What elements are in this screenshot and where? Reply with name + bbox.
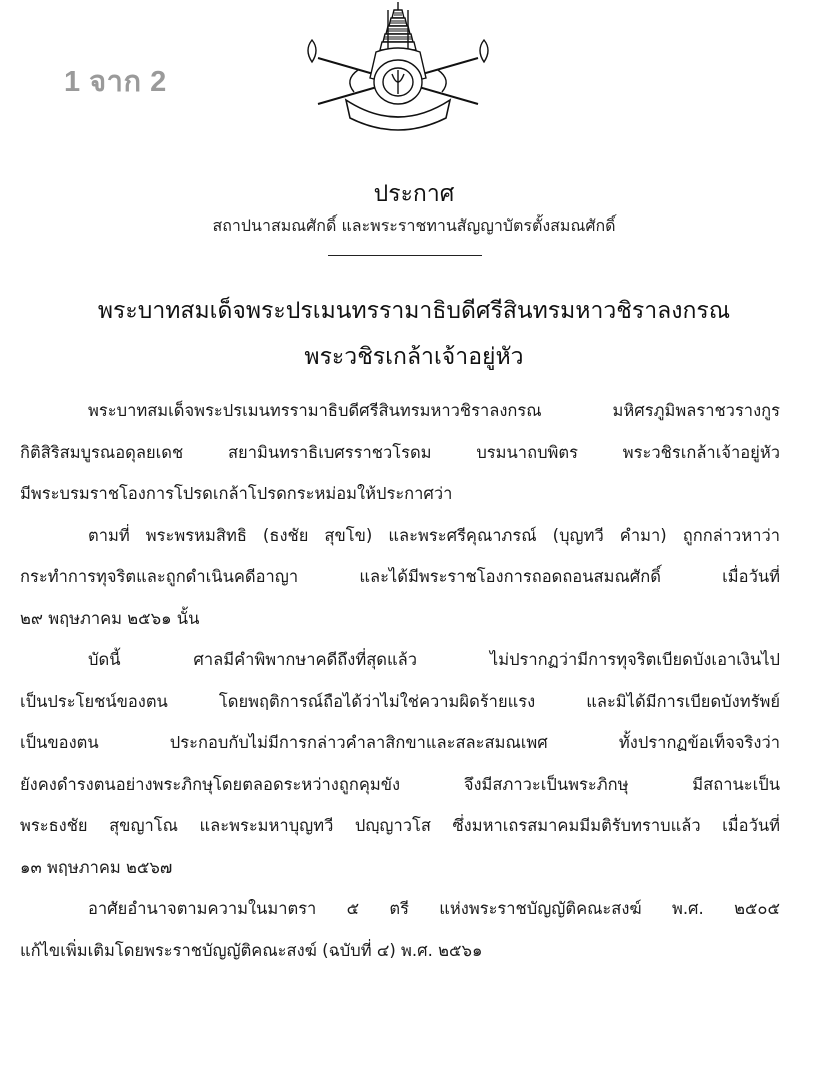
body-line: เป็นประโยชน์ของตน โดยพฤติการณ์ถือได้ว่าไม่ใช่ความผิดร้ายแรง และมิได้มีการเบียดบังทรัพย์ [20, 692, 780, 711]
body-line: กิติสิริสมบูรณอดุลยเดช สยามินทราธิเบศรราชวโรดม บรมนาถบพิตร พระวชิรเกล้าเจ้าอยู่หัว [20, 443, 780, 462]
body-line: พระบาทสมเด็จพระปรเมนทรรามาธิบดีศรีสินทรมหาวชิราลงกรณ มหิศรภูมิพลราชวรางกูร [88, 401, 780, 420]
document-subject: สถาปนาสมณศักดิ์ และพระราชทานสัญญาบัตรตั้งสมณศักดิ์ [212, 216, 616, 235]
body-line: กระทำการทุจริตและถูกดำเนินคดีอาญา และได้มีพระราชโองการถอดถอนสมณศักดิ์ เมื่อวันที่ [20, 567, 780, 586]
body-line: พระธงชัย สุขญาโณ และพระมหาบุญทวี ปญฺญาวโส ซึ่งมหาเถรสมาคมมีมติรับทราบแล้ว เมื่อวันที่ [20, 816, 780, 835]
body-line: ยังคงดำรงตนอย่างพระภิกษุโดยตลอดระหว่างถูกคุมขัง จึงมีสภาวะเป็นพระภิกษุ มีสถานะเป็น [20, 775, 780, 794]
body-line: ๑๓ พฤษภาคม ๒๕๖๗ [20, 858, 173, 877]
page-indicator: 1 จาก 2 [64, 66, 167, 98]
body-line: บัดนี้ ศาลมีคำพิพากษาคดีถึงที่สุดแล้ว ไม่ปรากฏว่ามีการทุจริตเบียดบังเอาเงินไป [88, 650, 780, 669]
royal-name-line-2: พระวชิรเกล้าเจ้าอยู่หัว [304, 344, 524, 370]
royal-name-line-1: พระบาทสมเด็จพระปรเมนทรรามาธิบดีศรีสินทรมหาวชิราลงกรณ [97, 298, 731, 324]
title-divider [328, 255, 482, 256]
body-line: อาศัยอำนาจตามความในมาตรา ๕ ตรี แห่งพระราชบัญญัติคณะสงฆ์ พ.ศ. ๒๕๐๕ [88, 899, 780, 918]
body-line: ตามที่ พระพรหมสิทธิ (ธงชัย สุขโข) และพระศรีคุณาภรณ์ (บุญทวี คำมา) ถูกกล่าวหาว่า [88, 526, 780, 545]
body-line: ๒๙ พฤษภาคม ๒๕๖๑ นั้น [20, 609, 200, 628]
body-line: มีพระบรมราชโองการโปรดเกล้าโปรดกระหม่อมให้ประกาศว่า [20, 484, 453, 503]
document-type-title: ประกาศ [373, 181, 455, 207]
body-line: เป็นของตน ประกอบกับไม่มีการกล่าวคำลาสิกขาและสละสมณเพศ ทั้งปรากฏข้อเท็จจริงว่า [20, 733, 780, 752]
body-line: แก้ไขเพิ่มเติมโดยพระราชบัญญัติคณะสงฆ์ (ฉบับที่ ๔) พ.ศ. ๒๕๖๑ [20, 941, 483, 960]
royal-cipher-emblem-icon [298, 0, 498, 140]
